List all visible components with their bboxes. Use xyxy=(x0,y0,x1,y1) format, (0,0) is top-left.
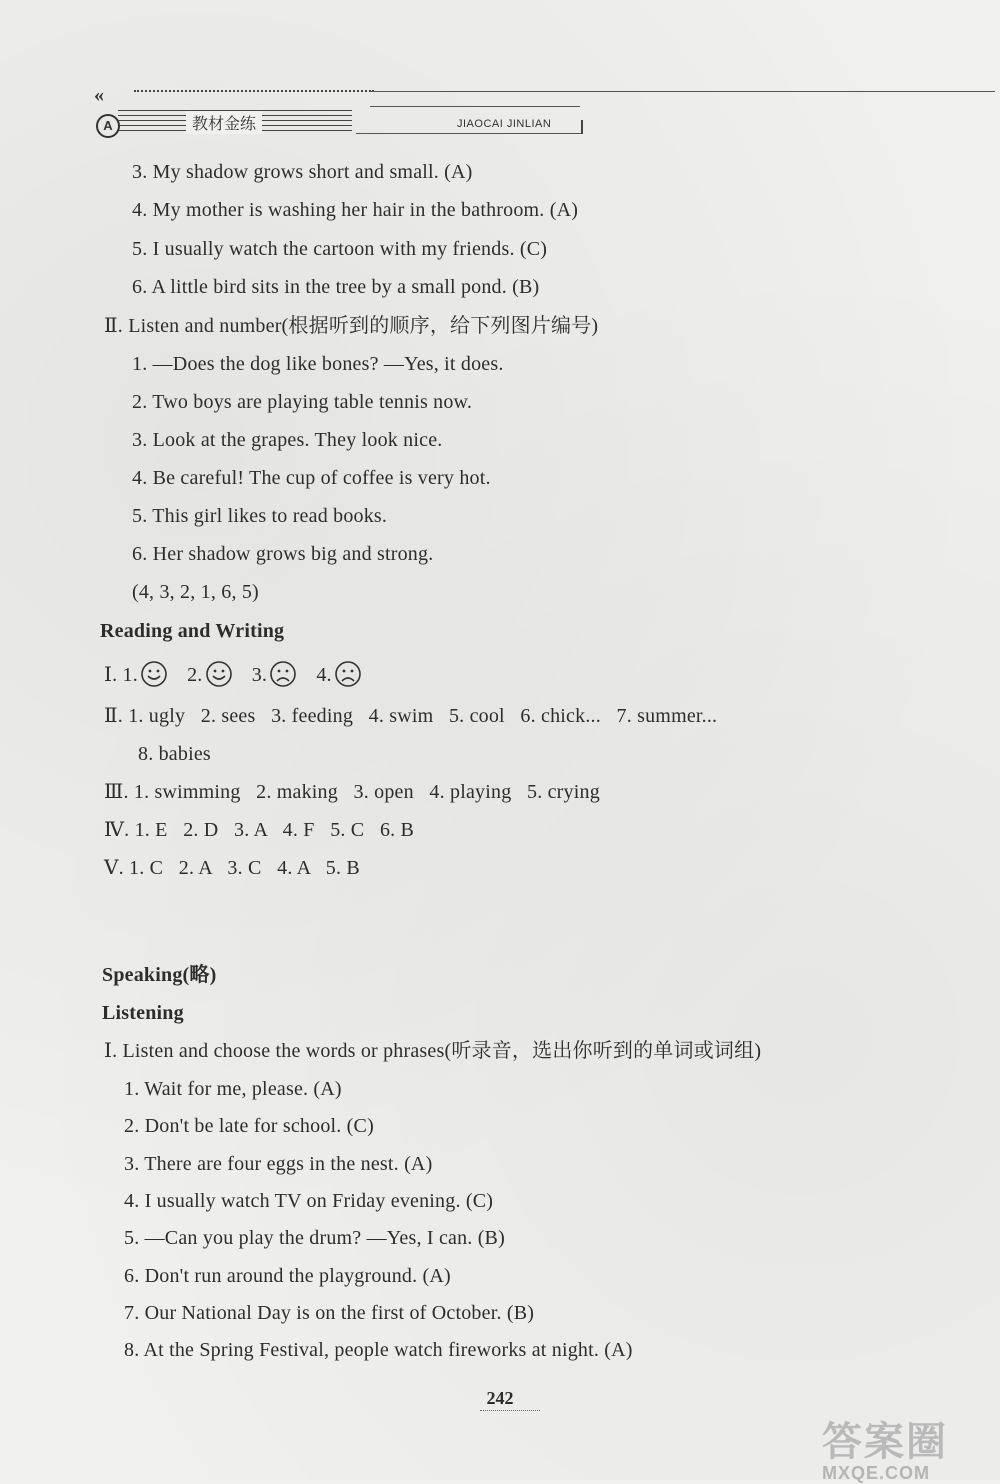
answer-line: 6. A little bird sits in the tree by a small pond. (B) xyxy=(132,276,540,298)
section-heading-speaking: Speaking(略) xyxy=(102,964,217,986)
faces-answer-row xyxy=(104,660,362,688)
exercise-heading: Ⅰ. Listen and choose the words or phrases(听录音，选出你听到的单词或词组) xyxy=(104,1040,762,1062)
answer-line: 6. Her shadow grows big and strong. xyxy=(132,543,434,565)
answer-line: 2. Don't be late for school. (C) xyxy=(124,1115,374,1137)
answer-line: 4. I usually watch TV on Friday evening. (C) xyxy=(124,1190,494,1212)
faces-label: 3. xyxy=(251,664,268,686)
answer-line: 2. Two boys are playing table tennis now. xyxy=(132,391,473,413)
watermark xyxy=(822,1410,1000,1483)
smile-icon xyxy=(140,660,168,688)
double-chevron-left-icon: « xyxy=(94,84,104,106)
answer-line: Ⅱ. 1. ugly 2. sees 3. feeding 4. swim 5. cool 6. chick... 7. summer... xyxy=(104,705,718,727)
header-dotted-rule xyxy=(134,90,374,92)
answer-line: 1. —Does the dog like bones? —Yes, it does. xyxy=(132,353,504,375)
answer-line: 1. Wait for me, please. (A) xyxy=(124,1078,342,1100)
answer-line: 5. This girl likes to read books. xyxy=(132,505,388,527)
watermark-url: MXQE.COM xyxy=(822,1463,931,1483)
answer-line: Ⅳ. 1. E 2. D 3. A 4. F 5. C 6. B xyxy=(104,819,415,841)
smile-icon xyxy=(205,660,233,688)
section-heading-reading-writing: Reading and Writing xyxy=(100,620,285,642)
header-end-tick xyxy=(581,120,583,134)
header-top-rule xyxy=(370,91,995,92)
answer-line: 3. There are four eggs in the nest. (A) xyxy=(124,1153,433,1175)
faces-label: 2. xyxy=(187,664,203,686)
frown-icon xyxy=(269,660,297,688)
header-latin-title: JIAOCAI JINLIAN xyxy=(457,118,552,130)
faces-label: Ⅰ. 1. xyxy=(104,664,138,686)
answer-line: 8. At the Spring Festival, people watch fireworks at night. (A) xyxy=(124,1339,633,1361)
answer-line: 3. Look at the grapes. They look nice. xyxy=(132,429,443,451)
answer-line: 7. Our National Day is on the first of October. (B) xyxy=(124,1302,535,1324)
header-title: 教材金练 xyxy=(186,111,262,134)
answer-line: 5. I usually watch the cartoon with my friends. (C) xyxy=(132,238,548,260)
section-heading-listening: Listening xyxy=(102,1002,184,1024)
answer-line: Ⅲ. 1. swimming 2. making 3. open 4. playing 5. crying xyxy=(104,781,600,803)
page-number-ornament xyxy=(480,1410,540,1411)
answer-line: 5. —Can you play the drum? —Yes, I can. (B) xyxy=(124,1227,505,1249)
header-bottom-rule xyxy=(356,133,581,134)
frown-icon xyxy=(334,660,362,688)
answer-line: 6. Don't run around the playground. (A) xyxy=(124,1265,451,1287)
page-header xyxy=(90,80,995,140)
answer-line: 4. Be careful! The cup of coffee is very hot. xyxy=(132,467,491,489)
answer-sequence: (4, 3, 2, 1, 6, 5) xyxy=(132,581,259,603)
watermark-logo: 答案圈 xyxy=(822,1419,948,1465)
answer-line: 4. My mother is washing her hair in the bathroom. (A) xyxy=(132,199,579,221)
answer-line: 3. My shadow grows short and small. (A) xyxy=(132,161,473,183)
header-badge-logo: A xyxy=(96,114,120,138)
exercise-heading: Ⅱ. Listen and number(根据听到的顺序，给下列图片编号) xyxy=(104,315,599,337)
page-number: 242 xyxy=(486,1388,514,1408)
answer-line: 8. babies xyxy=(138,743,211,765)
answer-line: Ⅴ. 1. C 2. A 3. C 4. A 5. B xyxy=(104,857,360,879)
faces-label: 4. xyxy=(316,664,332,686)
